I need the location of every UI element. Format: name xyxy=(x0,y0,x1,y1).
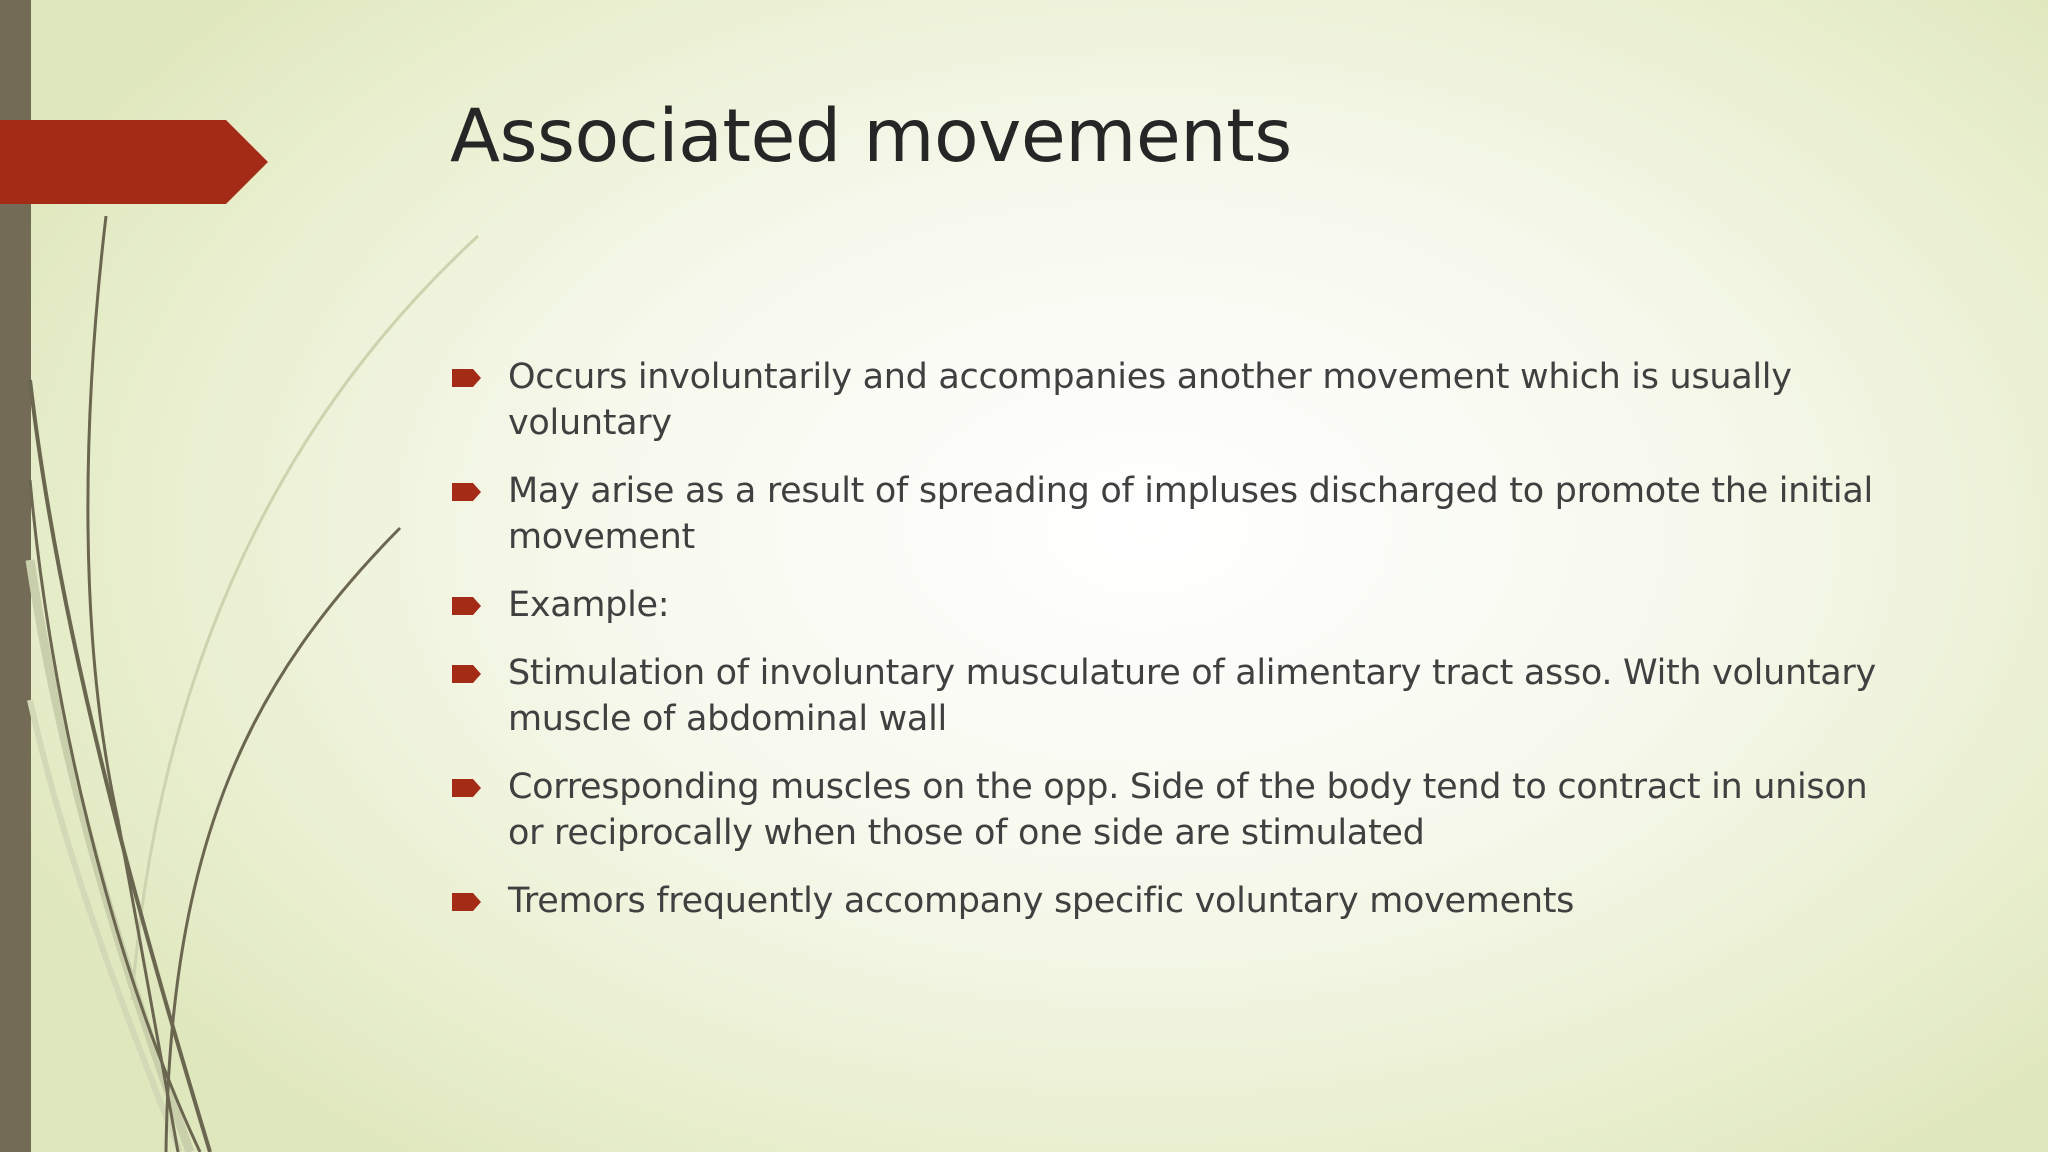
bullet-item xyxy=(452,650,1912,742)
bullet-item xyxy=(452,468,1912,560)
pentagon-arrow-icon xyxy=(0,0,270,210)
bullet-item xyxy=(452,582,1912,628)
bullet-item xyxy=(452,764,1912,856)
arrow-bullet-icon xyxy=(452,665,481,683)
frond-stroke xyxy=(30,700,180,1152)
bullet-text: Stimulation of involuntary musculature of alimentary tract asso. With voluntary muscle of abdominal wall xyxy=(508,653,1876,739)
bullet-text: Tremors frequently accompany specific voluntary movements xyxy=(508,881,1575,921)
arrow-bullet-icon xyxy=(452,597,481,615)
bullet-text: May arise as a result of spreading of impluses discharged to promote the initial movement xyxy=(508,471,1873,557)
bullet-text: Example: xyxy=(508,585,670,625)
arrow-bullet-icon xyxy=(452,779,481,797)
arrow-bullet-icon xyxy=(452,369,481,387)
frond-stroke xyxy=(88,216,178,1152)
arrow-bullet-icon xyxy=(452,483,481,501)
bullet-text: Corresponding muscles on the opp. Side of the body tend to contract in unison or reciprocally when those of one side are stimulated xyxy=(508,767,1868,853)
frond-stroke xyxy=(166,528,400,1152)
frond-stroke xyxy=(132,236,478,1000)
frond-stroke xyxy=(30,380,210,1152)
bullet-item xyxy=(452,878,1912,924)
frond-stroke xyxy=(30,560,190,1152)
bullet-text: Occurs involuntarily and accompanies another movement which is usually voluntary xyxy=(508,357,1792,443)
bullet-list xyxy=(452,354,1912,946)
slide-title: Associated movements xyxy=(450,94,1292,179)
bullet-item xyxy=(452,354,1912,446)
arrow-bullet-icon xyxy=(452,893,481,911)
